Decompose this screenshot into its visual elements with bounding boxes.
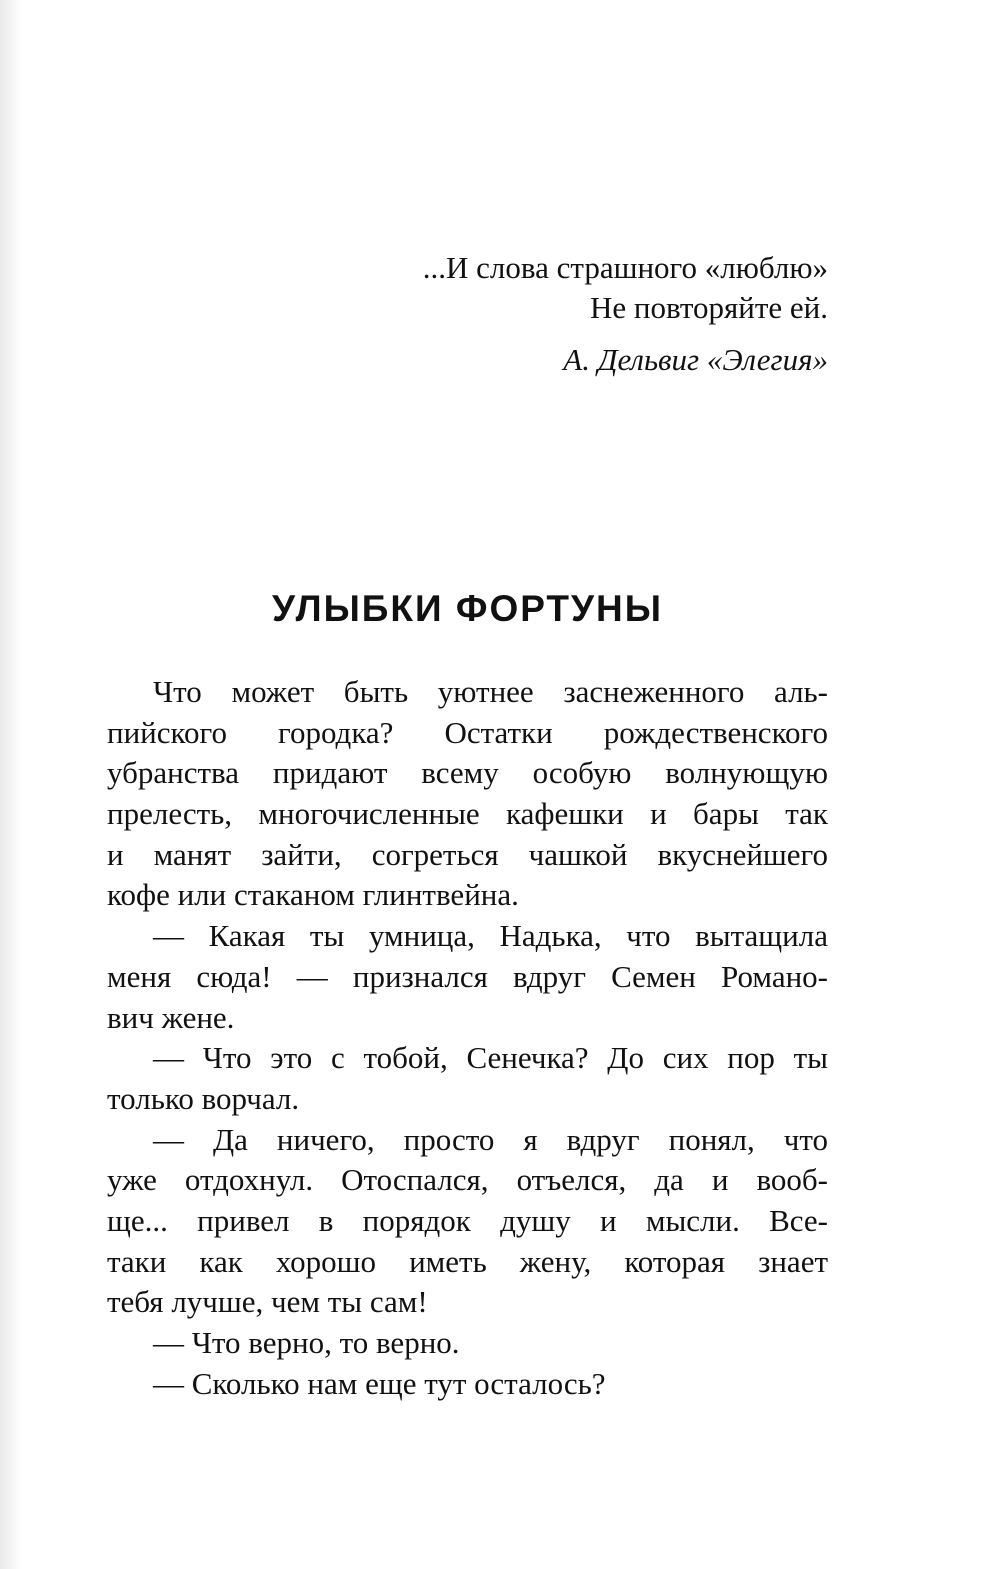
text-line: уже отдохнул. Отоспался, отъелся, да и вооб- [107,1162,828,1198]
text-line: меня сюда! — признался вдруг Семен Романо- [107,958,828,994]
text-line: только ворчал. [107,1080,300,1116]
text-line: тебя лучше, чем ты сам! [107,1284,428,1320]
epigraph-attribution: А. Дельвиг «Элегия» [563,342,828,377]
chapter-body [107,672,828,1404]
text-line: ще... привел в порядок душу и мысли. Все- [107,1202,828,1238]
epigraph-line: ...И слова страшного «люблю» [422,250,828,285]
text-line: кофе или стаканом глинтвейна. [107,877,519,913]
text-line: пийского городка? Остатки рождественского [107,714,828,750]
epigraph [300,248,828,380]
text-line: убранства придают всему особую волнующую [107,755,828,791]
text-line: вич жене. [107,999,235,1035]
page-edge-shadow [0,0,22,1569]
text-line: — Сколько нам еще тут осталось? [153,1365,606,1401]
text-line: — Да ничего, просто я вдруг понял, что [153,1121,828,1157]
epigraph-line: Не повторяйте ей. [590,290,828,325]
text-line: прелесть, многочисленные кафешки и бары так [107,796,828,832]
text-line: — Какая ты умница, Надька, что вытащила [153,918,828,954]
text-line: и манят зайти, согреться чашкой вкуснейшего [107,836,828,872]
chapter-title: УЛЫБКИ ФОРТУНЫ [272,588,663,629]
text-line: таки как хорошо иметь жену, которая знает [107,1243,828,1279]
text-line: — Что верно, то верно. [153,1325,460,1360]
text-line: Что может быть уютнее заснеженного аль- [153,674,828,709]
text-line: — Что это с тобой, Сенечка? До сих пор ты [153,1040,828,1076]
